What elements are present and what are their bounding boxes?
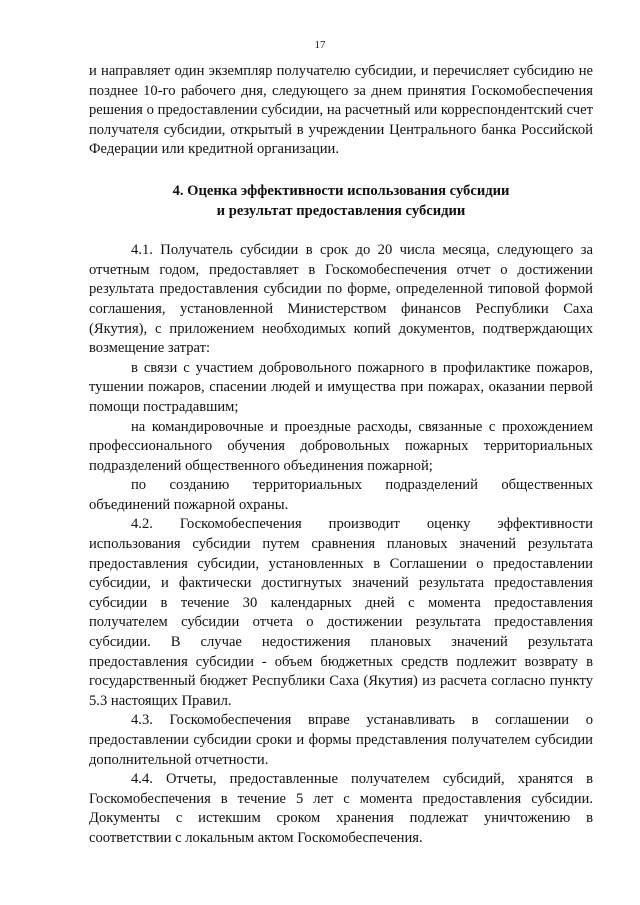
page-number: 17 [314,39,326,51]
paragraph-4-1-item-2: на командировочные и проездные расходы, связанные с прохождением профессионального обучения добровольных пожарных территориальных подразделений общественного объединения пожарной; [89,418,593,474]
paragraph-4-3: 4.3. Госкомобеспечения вправе устанавливать в соглашении о предоставлении субсидии сроки и формы представления получателем субсидии дополнительной отчетности. [89,712,593,768]
paragraph-4-1: 4.1. Получатель субсидии в срок до 20 числа месяца, следующего за отчетным годом, предоставляет в Госкомобеспечения отчет о достижении результата предоставления субсидии по форме, определенной типовой формой соглашения, установленной Министерством финансов Республики Саха (Якутия), с приложением необходимых копий документов, подтверждающих возмещение затрат: [89,242,593,357]
document-body [89,62,593,849]
section-title-line-2: и результат предоставления субсидии [216,202,466,219]
paragraph-4-1-item-3: по созданию территориальных подразделений общественных объединений пожарной охраны. [89,477,593,513]
section-heading [89,182,593,221]
paragraph-4-4: 4.4. Отчеты, предоставленные получателем субсидий, хранятся в Госкомобеспечения в течение 5 лет с момента предоставления субсидии. Документы с истекшим сроком хранения подлежат уничтожению в соответствии с локальным актом Госкомобеспечения. [89,771,593,846]
intro-paragraph: и направляет один экземпляр получателю субсидии, и перечисляет субсидию не позднее 10-го рабочего дня, следующего за днем принятия Госкомобеспечения решения о предоставлении субсидии, на расчетный или корреспондентский счет получателя субсидии, открытый в учреждении Центрального банка Российской Федерации или кредитной организации. [89,63,593,158]
paragraph-4-2: 4.2. Госкомобеспечения производит оценку эффективности использования субсидии путем сравнения плановых значений результата предоставления субсидии, установленных в Соглашении о предоставлении субсидии, и фактически достигнутых значений результата предоставления субсидии в течение 30 календарных дней с момента предоставления получателем субсидии отчета о достижении результата предоставления субсидии. В случае недостижения плановых значений результата предоставления субсидии - объем бюджетных средств подлежит возврату в государственный бюджет Республики Саха (Якутия) из расчета согласно пункту 5.3 настоящих Правил. [89,516,593,709]
section-title-line-1: 4. Оценка эффективности использования субсидии [172,182,510,199]
paragraph-4-1-item-1: в связи с участием добровольного пожарного в профилактике пожаров, тушении пожаров, спасении людей и имущества при пожарах, оказании первой помощи пострадавшим; [89,359,593,415]
